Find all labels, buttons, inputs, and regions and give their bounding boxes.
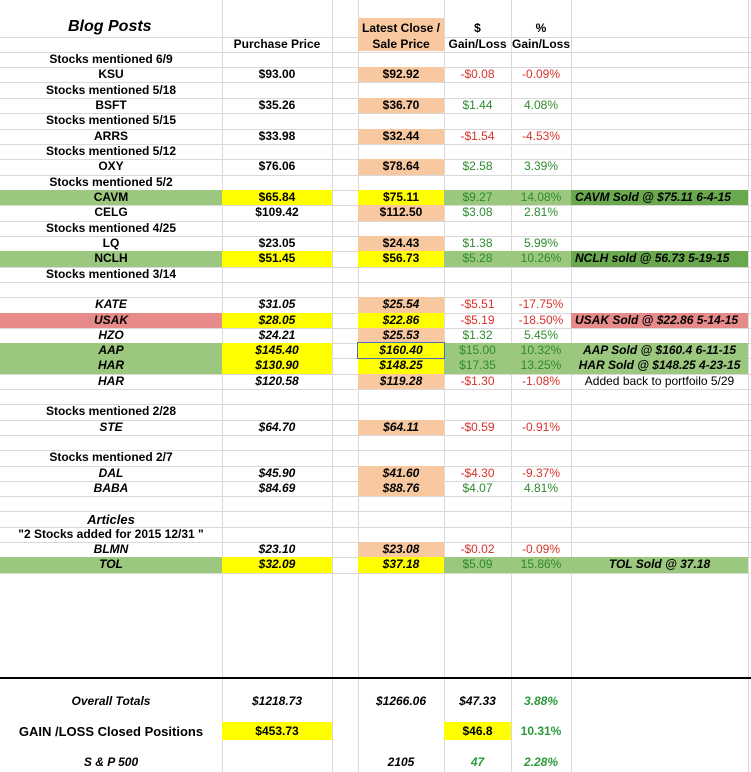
closed-pct: 10.31% (520, 723, 562, 738)
purchase-price: $32.09 (258, 557, 296, 572)
position-note: CAVM Sold @ $75.11 6-4-15 (575, 190, 731, 205)
pct-gain: 15.86% (520, 557, 562, 572)
close-price: $75.11 (382, 190, 420, 205)
ticker-arrs: ARRS (93, 128, 128, 143)
purchase-price: $120.58 (255, 373, 299, 388)
pct-gain: -17.75% (518, 297, 564, 312)
pct-header: % (535, 21, 547, 35)
purchase-price-header: Purchase Price (233, 37, 321, 51)
ticker-nclh: NCLH (94, 251, 128, 266)
position-note: NCLH sold @ 56.73 5-19-15 (575, 251, 730, 266)
close-price: $112.50 (379, 205, 423, 220)
ticker-usak: USAK (93, 312, 128, 327)
purchase-price: $64.70 (258, 419, 296, 434)
purchase-price: $28.05 (258, 312, 296, 327)
ticker-hzo: HZO (98, 327, 124, 342)
dollar-gain: -$0.59 (460, 419, 495, 434)
pct-gain: 10.26% (520, 251, 562, 266)
purchase-price: $45.90 (258, 465, 296, 480)
section-header: Stocks mentioned 6/9 (49, 52, 173, 66)
section-header: Stocks mentioned 3/14 (45, 266, 177, 281)
close-price: $78.64 (382, 159, 420, 174)
dollar-gain-header: Gain/Loss (448, 37, 507, 51)
overall-totals-label: Overall Totals (71, 693, 151, 708)
closed-purchase: $453.73 (255, 723, 299, 738)
purchase-price: $33.98 (258, 128, 296, 143)
close-price: $92.92 (382, 67, 420, 82)
purchase-price: $145.40 (255, 343, 299, 358)
position-note: AAP Sold @ $160.4 6-11-15 (582, 343, 737, 358)
grid-hline (0, 573, 751, 574)
sp500-pct: 2.28% (523, 754, 559, 769)
close-price: $24.43 (382, 236, 420, 251)
close-price: $23.08 (382, 542, 420, 557)
purchase-price: $93.00 (258, 67, 296, 82)
dollar-gain: $1.44 (462, 97, 493, 112)
dollar-gain: $5.28 (462, 251, 493, 266)
pct-gain: 4.08% (523, 97, 559, 112)
dollar-gain: $4.07 (462, 480, 493, 495)
section-header: Stocks mentioned 2/28 (45, 404, 177, 419)
ticker-har: HAR (98, 358, 124, 373)
purchase-price: $51.45 (258, 251, 296, 266)
section-header: Stocks mentioned 5/18 (45, 82, 177, 97)
close-price: $160.40 (379, 343, 423, 358)
purchase-price: $23.10 (258, 542, 296, 557)
pct-gain: -0.09% (521, 67, 561, 82)
selected-cell[interactable] (357, 342, 445, 359)
position-note: USAK Sold @ $22.86 5-14-15 (575, 312, 739, 327)
section-header: Stocks mentioned 5/2 (49, 174, 173, 189)
dollar-gain: -$4.30 (460, 465, 495, 480)
dollar-gain: -$5.51 (460, 297, 495, 312)
dollar-gain: $9.27 (462, 190, 493, 205)
section-header: Stocks mentioned 5/15 (45, 113, 177, 128)
close-price: $36.70 (382, 97, 420, 112)
dollar-gain: $15.00 (459, 343, 496, 358)
articles-subheader: "2 Stocks added for 2015 12/31 " (18, 526, 204, 541)
overall-pct: 3.88% (523, 693, 559, 708)
close-price: $22.86 (382, 312, 420, 327)
dollar-gain: $17.35 (459, 358, 496, 373)
pct-gain: 13.25% (520, 358, 562, 373)
pct-gain: 5.99% (523, 236, 559, 251)
dollar-gain: -$0.08 (460, 67, 495, 82)
close-price: $119.28 (379, 373, 423, 388)
sp500-close: 2105 (387, 754, 415, 769)
section-header: Stocks mentioned 2/7 (49, 450, 173, 465)
close-price: $41.60 (382, 465, 420, 480)
purchase-price: $35.26 (258, 97, 296, 112)
pct-gain: 2.81% (523, 205, 559, 220)
dollar-gain: $1.38 (462, 236, 493, 251)
sp500-gain: 47 (470, 754, 485, 769)
section-header: Stocks mentioned 5/12 (45, 144, 177, 158)
ticker-dal: DAL (98, 465, 124, 480)
ticker-tol: TOL (99, 557, 123, 572)
pct-gain: 10.32% (520, 343, 562, 358)
close-price: $64.11 (383, 419, 419, 434)
closed-gain: $46.8 (462, 723, 493, 738)
close-price: $32.44 (382, 128, 420, 143)
ticker-kate: KATE (95, 297, 127, 312)
purchase-price: $23.05 (258, 236, 296, 251)
section-header: Stocks mentioned 4/25 (45, 220, 177, 235)
grid-vline (332, 0, 333, 772)
ticker-celg: CELG (94, 205, 128, 220)
dollar-gain: $5.09 (462, 557, 493, 572)
sale-price-header: Sale Price (372, 37, 430, 51)
grid-hline (0, 282, 751, 283)
dollar-gain: -$0.02 (460, 542, 495, 557)
pct-gain: -18.50% (518, 312, 564, 327)
purchase-price: $130.90 (255, 358, 299, 373)
latest-close-header: Latest Close / (361, 21, 441, 35)
purchase-price: $65.84 (258, 190, 296, 205)
totals-separator (0, 677, 751, 679)
ticker-aap: AAP (98, 343, 124, 358)
pct-gain: 5.45% (523, 327, 559, 342)
dollar-gain: $3.08 (462, 205, 493, 220)
pct-gain: -4.53% (521, 128, 561, 143)
purchase-price: $76.06 (258, 159, 296, 174)
dollar-gain: $1.32 (462, 327, 493, 342)
dollar-gain: -$5.19 (460, 312, 495, 327)
grid-hline (0, 435, 751, 436)
pct-gain: -0.91% (521, 419, 561, 434)
overall-gain: $47.33 (459, 693, 496, 708)
grid-hline (0, 496, 751, 497)
pct-gain: 14.08% (520, 190, 562, 205)
purchase-price: $31.05 (258, 297, 296, 312)
overall-close: $1266.06 (375, 693, 427, 708)
dollar-header: $ (474, 21, 481, 35)
close-price: $25.53 (382, 327, 420, 342)
grid-hline (0, 389, 751, 390)
dollar-gain: -$1.54 (460, 128, 495, 143)
ticker-blmn: BLMN (93, 542, 129, 557)
position-note: TOL Sold @ 37.18 (608, 557, 711, 572)
pct-gain: -1.08% (521, 373, 561, 388)
close-price: $88.76 (382, 480, 420, 495)
close-price: $25.54 (382, 297, 420, 312)
closed-positions-label: GAIN /LOSS Closed Positions (18, 723, 204, 739)
purchase-price: $84.69 (258, 480, 296, 495)
purchase-price: $24.21 (258, 327, 296, 342)
overall-purchase: $1218.73 (251, 693, 303, 708)
ticker-ksu: KSU (98, 67, 124, 82)
pct-gain: 3.39% (523, 159, 559, 174)
dollar-gain: -$1.30 (460, 373, 495, 388)
close-price: $148.25 (379, 358, 423, 373)
close-price: $56.73 (382, 251, 420, 266)
grid-vline (748, 0, 749, 772)
pct-gain: -9.37% (521, 465, 561, 480)
ticker-cavm: CAVM (93, 190, 129, 205)
ticker-har: HAR (98, 373, 124, 388)
articles-header: Articles (87, 511, 135, 527)
dollar-gain: $2.58 (462, 159, 493, 174)
ticker-baba: BABA (93, 480, 129, 495)
pct-gain: 4.81% (523, 480, 559, 495)
pct-gain-header: Gain/Loss (511, 37, 570, 51)
ticker-bsft: BSFT (95, 97, 127, 112)
sp500-label: S & P 500 (83, 754, 139, 769)
sheet-title: Blog Posts (68, 17, 152, 35)
ticker-lq: LQ (102, 236, 120, 251)
pct-gain: -0.09% (521, 542, 561, 557)
ticker-ste: STE (99, 419, 123, 434)
position-note: HAR Sold @ $148.25 4-23-15 (578, 358, 741, 373)
close-price: $37.18 (382, 557, 420, 572)
position-note: Added back to portfoilo 5/29 (584, 373, 735, 388)
purchase-price: $109.42 (255, 205, 299, 220)
ticker-oxy: OXY (98, 159, 124, 174)
